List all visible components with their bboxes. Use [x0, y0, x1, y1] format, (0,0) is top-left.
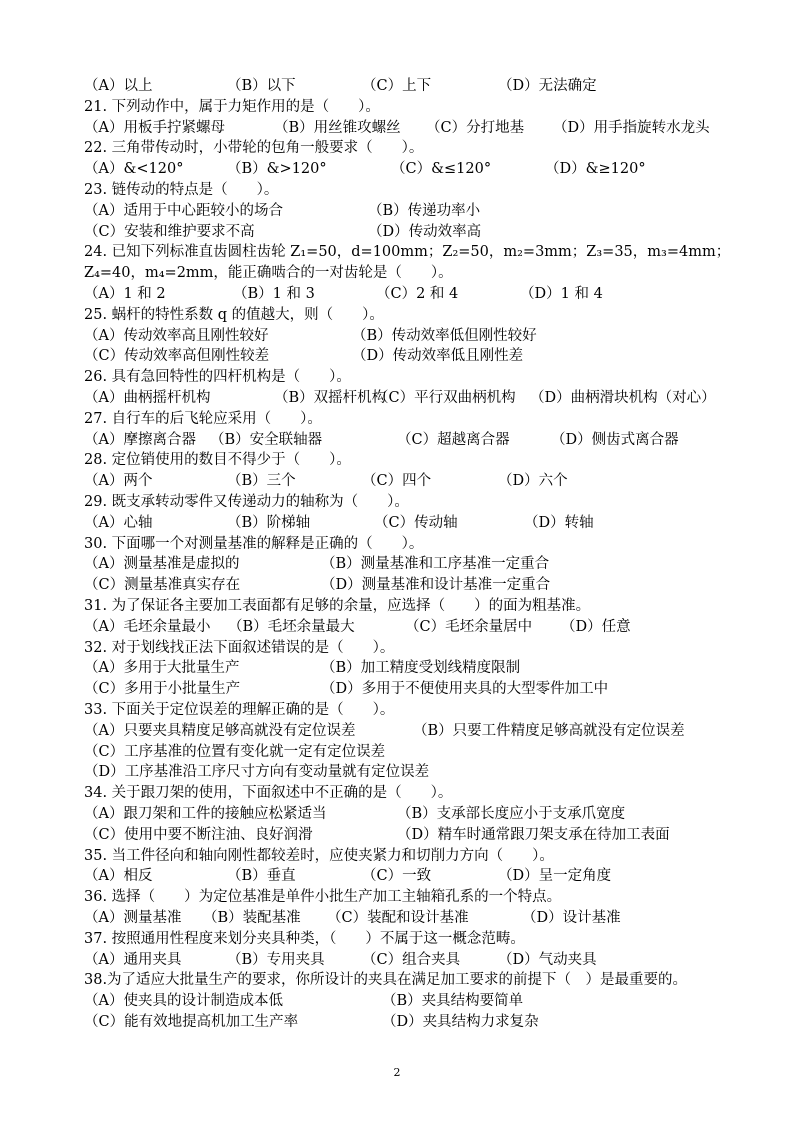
question-text: （D）工序基准沿工序尺寸方向有变动量就有定位误差 — [84, 764, 430, 781]
option-text: （C）超越离合器 — [397, 431, 510, 448]
option-text: （C）组合夹具 — [362, 951, 461, 968]
option-text: （D）无法确定 — [498, 78, 597, 94]
option-text: （D）测量基准和设计基准一定重合 — [321, 577, 551, 594]
option-text: （C）使用中要不断注油、良好润滑 — [84, 826, 313, 843]
option-text: （A）跟刀架和工件的接触应松紧适当 — [84, 806, 327, 822]
option-text: （D）精车时通常跟刀架支承在待加工表面 — [397, 826, 670, 843]
option-text: （B）安全联轴器 — [210, 431, 323, 448]
question-text: 35. 当工件径向和轴向刚性都较差时，应使夹紧力和切削力方向（ ）。 — [84, 847, 554, 864]
option-text: （B）专用夹具 — [227, 951, 325, 968]
option-text: （A）测量基准 — [84, 910, 182, 926]
option-text: （B）支承部长度应小于支承爪宽度 — [397, 806, 626, 822]
question-text: 22. 三角带传动时，小带轮的包角一般要求（ ）。 — [84, 140, 424, 157]
option-text: （D）&≥120° — [545, 161, 646, 178]
option-text: （C）分打地基 — [426, 119, 525, 136]
option-text: （C）毛坯余量居中 — [405, 618, 533, 635]
option-text: （C）2 和 4 — [376, 286, 459, 302]
option-text: （A）摩擦离合器 — [84, 431, 196, 448]
option-text: （B）用丝锥攻螺丝 — [274, 119, 401, 136]
option-text: （C）装配和设计基准 — [327, 910, 469, 926]
option-text: （B）夹具结构要简单 — [382, 993, 524, 1010]
option-text: （B）阶梯轴 — [227, 514, 311, 531]
option-text: （B）以下 — [227, 78, 296, 94]
question-text: 28. 定位销使用的数目不得少于（ ）。 — [84, 452, 351, 469]
option-text: （A）多用于大批量生产 — [84, 660, 240, 677]
option-text: （A）测量基准是虚拟的 — [84, 556, 240, 573]
option-text: （C）&≤120° — [391, 161, 492, 178]
option-text: （A）&<120° — [84, 161, 184, 178]
option-text: （D）呈一定角度 — [498, 868, 612, 885]
option-text: （B）毛坯余量最大 — [228, 618, 355, 635]
option-text: （A）传动效率高且刚性较好 — [84, 327, 269, 344]
option-text: （B）1 和 3 — [233, 286, 315, 302]
question-text: 31. 为了保证各主要加工表面都有足够的余量，应选择（ ）的面为粗基准。 — [84, 598, 591, 614]
option-text: （C）上下 — [362, 78, 432, 94]
option-text: （B）双摇杆机构 — [274, 390, 387, 406]
option-text: （D）夹具结构力求复杂 — [382, 1014, 539, 1030]
option-text: （B）垂直 — [227, 868, 296, 885]
option-text: （C）能有效地提高机加工生产率 — [84, 1014, 299, 1030]
option-text: （C）传动轴 — [374, 514, 458, 531]
option-text: （B）加工精度受划线精度限制 — [321, 660, 521, 677]
question-text: Z₄=40，m₄=2mm，能正确啮合的一对齿轮是（ ）。 — [84, 265, 453, 282]
question-text: 23. 链传动的特点是（ ）。 — [84, 182, 279, 198]
question-text: 30. 下面哪一个对测量基准的解释是正确的（ ）。 — [84, 535, 424, 552]
option-text: （C）传动效率高但刚性较差 — [84, 348, 270, 365]
page-number: 2 — [393, 1066, 401, 1079]
question-text: 33. 下面关于定位误差的理解正确的是（ ）。 — [84, 702, 395, 718]
question-text: 36. 选择（ ）为定位基准是单件小批生产加工主轴箱孔系的一个特点。 — [84, 889, 562, 906]
option-text: （B）三个 — [227, 473, 296, 490]
option-text: （A）毛坯余量最小 — [84, 618, 211, 635]
option-text: （D）传动效率低且刚性差 — [352, 348, 524, 365]
option-text: （C）一致 — [362, 868, 432, 885]
option-text: （C）安装和维护要求不高 — [84, 223, 255, 240]
option-text: （C）平行双曲柄机构 — [374, 390, 516, 406]
question-text: 26. 具有急回特性的四杆机构是（ ）。 — [84, 369, 351, 386]
option-text: （A）两个 — [84, 473, 153, 490]
option-text: （D）1 和 4 — [520, 286, 603, 302]
option-text: （A）使夹具的设计制造成本低 — [84, 993, 283, 1010]
question-text: 29. 既支承转动零件又传递动力的轴称为（ ）。 — [84, 494, 409, 510]
option-text: （A）1 和 2 — [84, 286, 166, 302]
option-text: （A）曲柄摇杆机构 — [84, 390, 211, 406]
option-text: （D）侧齿式离合器 — [551, 431, 679, 448]
option-text: （A）用板手拧紧螺母 — [84, 119, 225, 136]
question-text: （C）工序基准的位置有变化就一定有定位误差 — [84, 743, 386, 760]
question-text: 21. 下列动作中，属于力矩作用的是（ ）。 — [84, 98, 380, 115]
question-text: 38.为了适应大批量生产的要求，你所设计的夹具在满足加工要求的前提下（ ）是最重要的。 — [84, 972, 688, 989]
option-text: （D）转轴 — [524, 514, 594, 531]
option-text: （D）任意 — [561, 618, 631, 635]
question-text: 25. 蜗杆的特性系数 q 的值越大，则（ ）。 — [84, 306, 384, 323]
option-text: （A）以上 — [84, 78, 153, 94]
option-text: （D）用手指旋转水龙头 — [553, 119, 710, 136]
option-text: （B）装配基准 — [203, 910, 301, 926]
option-text: （B）传递功率小 — [368, 202, 481, 219]
option-text: （B）&>120° — [227, 161, 327, 178]
question-text: 34. 关于跟刀架的使用，下面叙述中不正确的是（ ）。 — [84, 785, 453, 802]
option-text: （D）六个 — [498, 473, 568, 490]
option-text: （C）多用于小批量生产 — [84, 681, 241, 698]
option-text: （C）测量基准真实存在 — [84, 577, 241, 594]
option-text: （B）传动效率低但刚性较好 — [352, 327, 537, 344]
question-text: 37. 按照通用性程度来划分夹具种类，（ ）不属于这一概念范畴。 — [84, 930, 525, 947]
option-text: （B）只要工件精度足够高就没有定位误差 — [413, 722, 685, 739]
question-text: 27. 自行车的后飞轮应采用（ ）。 — [84, 410, 322, 427]
option-text: （A）相反 — [84, 868, 153, 885]
option-text: （A）适用于中心距较小的场合 — [84, 202, 283, 219]
option-text: （A）只要夹具精度足够高就没有定位误差 — [84, 722, 356, 739]
option-text: （C）四个 — [362, 473, 432, 490]
option-text: （D）多用于不便使用夹具的大型零件加工中 — [321, 681, 609, 698]
option-text: （D）传动效率高 — [368, 223, 482, 240]
option-text: （D）设计基准 — [522, 910, 621, 926]
question-text: 32. 对于划线找正法下面叙述错误的是（ ）。 — [84, 639, 395, 656]
option-text: （A）心轴 — [84, 514, 153, 531]
option-text: （D）气动夹具 — [498, 951, 597, 968]
option-text: （B）测量基准和工序基准一定重合 — [321, 556, 550, 573]
option-text: （D）曲柄滑块机构（对心） — [530, 390, 716, 406]
question-text: 24. 已知下列标准直齿圆柱齿轮 Z₁=50，d=100mm；Z₂=50，m₂=3mm；Z₃=35，m₃=4mm； — [84, 244, 731, 261]
option-text: （A）通用夹具 — [84, 951, 182, 968]
